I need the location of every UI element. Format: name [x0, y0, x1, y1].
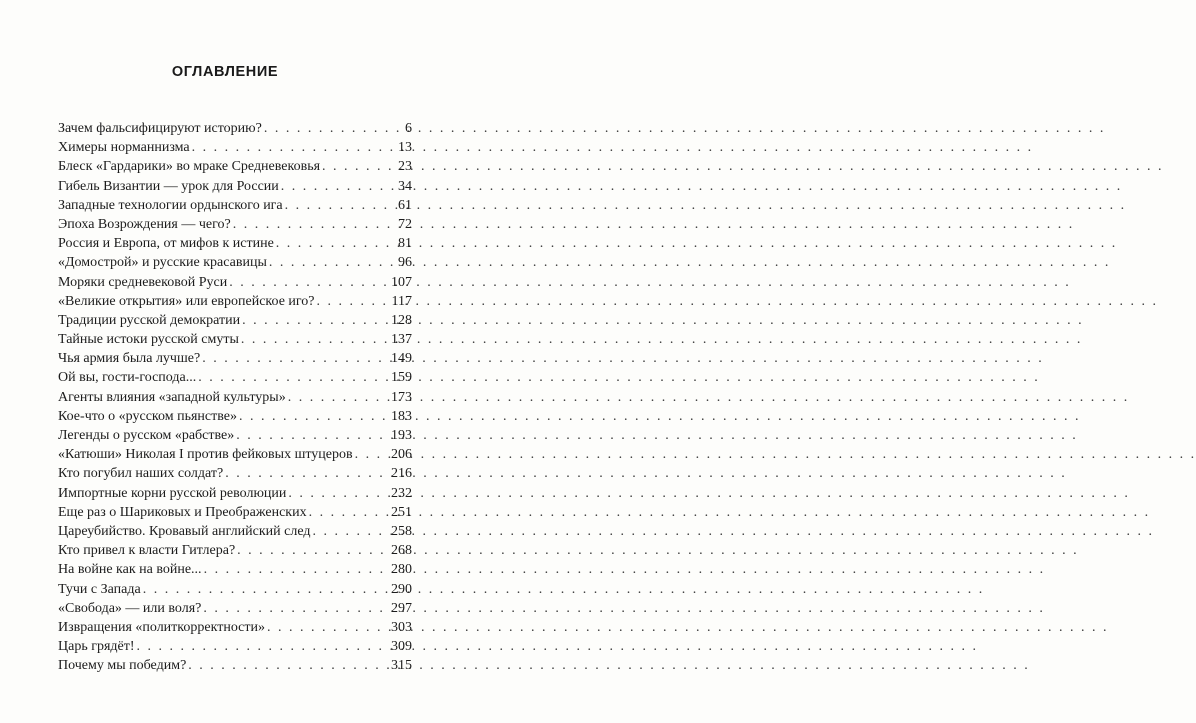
toc-entry-page-number: 137	[391, 332, 412, 348]
toc-entry-page-number: 173	[391, 389, 412, 405]
toc-entry-title: «Домострой» и русские красавицы	[58, 255, 267, 271]
dot-leader	[242, 311, 389, 330]
dot-leader	[233, 215, 396, 234]
toc-entry-title: Тучи с Запада	[58, 581, 141, 597]
dot-leader	[264, 119, 403, 138]
toc-entry-page-number: 290	[391, 581, 412, 597]
toc-entry-page-number: 107	[391, 274, 412, 290]
toc-entry-page-number: 117	[391, 293, 412, 309]
page-title: ОГЛАВЛЕНИЕ	[171, 64, 279, 80]
toc-entry	[58, 368, 412, 387]
toc-entry-title: Царь грядёт!	[58, 639, 135, 655]
toc-entry-page-number: 34	[398, 178, 412, 194]
toc-entry-title: Чья армия была лучше?	[58, 351, 201, 367]
toc-entry-title: Россия и Европа, от мифов к истине	[58, 236, 274, 252]
toc-entry-title: Кто погубил наших солдат?	[58, 466, 224, 482]
toc-entry-title: Тайные истоки русской смуты	[58, 332, 239, 348]
dot-leader	[229, 273, 389, 292]
toc-entry-title: Извращения «политкорректности»	[58, 619, 265, 635]
toc-entry	[58, 426, 412, 445]
toc-entry	[58, 292, 412, 311]
toc-entry-title: Кое-что о «русском пьянстве»	[58, 408, 237, 424]
dot-leader	[137, 637, 389, 656]
toc-entry	[58, 656, 412, 675]
toc-entry-page-number: 13	[398, 140, 412, 156]
toc-entry-page-number: 72	[398, 216, 412, 232]
toc-entry-page-number: 96	[398, 255, 412, 271]
toc-entry	[58, 349, 412, 368]
toc-entry	[58, 407, 412, 426]
toc-entry	[58, 196, 412, 215]
toc-entry-page-number: 309	[391, 639, 412, 655]
toc-entry	[58, 618, 412, 637]
toc-entry-page-number: 268	[391, 543, 412, 559]
toc-entry	[58, 330, 412, 349]
toc-entry	[58, 541, 412, 560]
toc-entry-title: Блеск «Гардарики» во мраке Средневековья	[58, 159, 321, 175]
toc-entry-page-number: 128	[391, 312, 412, 328]
toc-entry-page-number: 315	[391, 658, 412, 674]
dot-leader	[288, 388, 389, 407]
dot-leader	[355, 445, 389, 464]
toc-entry	[58, 388, 412, 407]
toc-entry-page-number: 297	[391, 600, 412, 616]
toc-entry-title: Кто привел к власти Гитлера?	[58, 543, 236, 559]
toc-entry	[58, 119, 412, 138]
toc-entry	[58, 522, 412, 541]
toc-entry-title: «Великие открытия» или европейское иго?	[58, 293, 315, 309]
toc-entry	[58, 177, 412, 196]
toc-entry	[58, 138, 412, 157]
toc-entry-title: Эпоха Возрождения — чего?	[58, 216, 231, 232]
toc-entry-page-number: 280	[391, 562, 412, 578]
dot-leader	[322, 157, 396, 176]
dot-leader	[276, 234, 396, 253]
toc-entry-page-number: 232	[391, 485, 412, 501]
toc-entry-title: Легенды о русском «рабстве»	[58, 428, 235, 443]
dot-leader	[225, 464, 389, 483]
toc-entry	[58, 445, 412, 464]
toc-entry-page-number: 216	[391, 466, 412, 482]
table-of-contents	[58, 119, 412, 675]
toc-entry-title: «Свобода» — или воля?	[58, 600, 202, 616]
dot-leader	[317, 292, 390, 311]
toc-entry	[58, 599, 412, 618]
toc-entry-title: Западные технологии ордынского ига	[58, 197, 283, 213]
dot-leader	[198, 368, 389, 387]
toc-entry	[58, 234, 412, 253]
toc-entry-page-number: 6	[405, 121, 412, 136]
dot-leader	[188, 656, 389, 675]
dot-leader	[239, 407, 389, 426]
dot-leader	[288, 484, 389, 503]
toc-entry-page-number: 81	[398, 236, 412, 252]
toc-entry-title: На войне как на войне...	[58, 562, 202, 578]
toc-entry-title: Моряки средневековой Руси	[58, 274, 228, 290]
toc-entry	[58, 273, 412, 292]
toc-entry	[58, 637, 412, 656]
toc-entry-title: «Катюши» Николая I против фейковых штуцеров	[58, 447, 353, 463]
dot-leader	[313, 522, 389, 541]
toc-entry-title: Агенты влияния «западной культуры»	[58, 389, 286, 405]
dot-leader	[143, 580, 389, 599]
dot-leader	[237, 541, 389, 560]
dot-leader	[267, 618, 389, 637]
dot-leader	[309, 503, 389, 522]
toc-entry	[58, 157, 412, 176]
toc-entry-page-number: 149	[391, 351, 412, 367]
toc-entry-title: Ой вы, гости-господа...	[58, 370, 197, 386]
toc-entry	[58, 215, 412, 234]
toc-entry-title: Гибель Византии — урок для России	[58, 178, 279, 194]
toc-entry	[58, 503, 412, 522]
toc-entry-page-number: 193	[391, 428, 412, 443]
toc-entry	[58, 580, 412, 599]
toc-entry-page-number: 61	[398, 197, 412, 213]
toc-entry-page-number: 159	[391, 370, 412, 386]
dot-leader	[204, 560, 389, 579]
toc-entry-title: Импортные корни русской революции	[58, 485, 287, 501]
book-page	[0, 0, 450, 723]
toc-entry-title: Химеры норманнизма	[58, 140, 190, 156]
toc-entry-title: Почему мы победим?	[58, 658, 187, 674]
toc-entry-page-number: 183	[391, 408, 412, 424]
toc-entry-page-number: 303	[391, 619, 412, 635]
toc-entry	[58, 484, 412, 503]
dot-leader	[241, 330, 389, 349]
toc-entry	[58, 311, 412, 330]
toc-entry-title: Цареубийство. Кровавый английский след	[58, 523, 311, 539]
dot-leader	[192, 138, 396, 157]
dot-leader	[269, 253, 396, 272]
dot-leader	[202, 349, 389, 368]
dot-leader	[236, 426, 389, 445]
toc-entry-title: Зачем фальсифицируют историю?	[58, 121, 262, 136]
toc-entry	[58, 464, 412, 483]
dot-leader	[203, 599, 389, 618]
toc-entry-page-number: 206	[391, 447, 412, 463]
toc-entry-page-number: 251	[391, 504, 412, 520]
toc-entry-page-number: 258	[391, 523, 412, 539]
dot-leader	[285, 196, 396, 215]
toc-entry-title: Еще раз о Шариковых и Преображенских	[58, 504, 307, 520]
dot-leader	[281, 177, 396, 196]
toc-entry-page-number: 23	[398, 159, 412, 175]
toc-entry-title: Традиции русской демократии	[58, 312, 241, 328]
toc-entry	[58, 253, 412, 272]
toc-entry	[58, 560, 412, 579]
